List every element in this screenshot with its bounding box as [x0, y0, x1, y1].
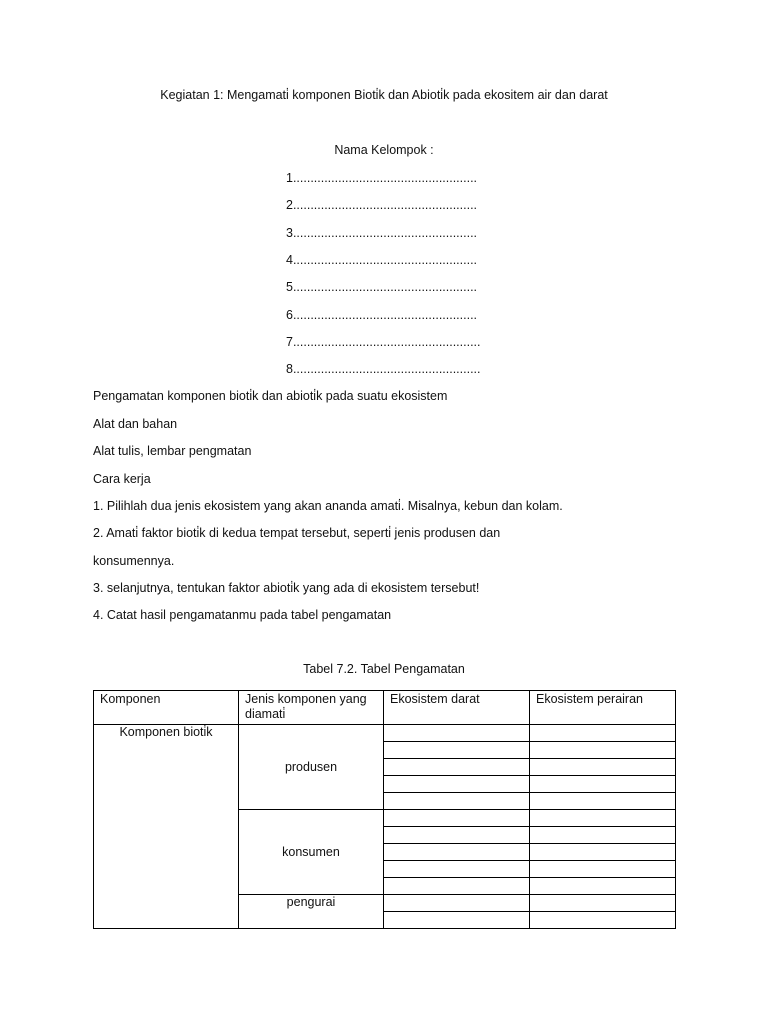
- perairan-input-cell[interactable]: [530, 912, 676, 929]
- table-row: [94, 725, 676, 742]
- darat-input-cell[interactable]: [384, 725, 530, 742]
- activity-title: Kegiatan 1: Mengamati̇ komponen Bioti̇k dan Abioti̇k pada ekositem air dan darat: [160, 88, 608, 102]
- observation-table: [93, 690, 676, 929]
- header-komponen: Komponen: [94, 691, 239, 725]
- observation-intro: Pengamatan komponen bioti̇k dan abioti̇k pada suatu ekosistem: [93, 389, 448, 403]
- darat-input-cell[interactable]: [384, 844, 530, 861]
- perairan-input-cell[interactable]: [530, 759, 676, 776]
- perairan-input-cell[interactable]: [530, 878, 676, 895]
- perairan-input-cell[interactable]: [530, 827, 676, 844]
- perairan-input-cell[interactable]: [530, 895, 676, 912]
- member-line-4: 4.....................................................: [286, 253, 478, 267]
- member-line-8: 8......................................................: [286, 362, 481, 376]
- darat-input-cell[interactable]: [384, 793, 530, 810]
- darat-input-cell[interactable]: [384, 861, 530, 878]
- darat-input-cell[interactable]: [384, 759, 530, 776]
- darat-input-cell[interactable]: [384, 776, 530, 793]
- member-line-7: 7......................................................: [286, 335, 481, 349]
- produsen-cell: produsen: [239, 725, 384, 810]
- member-line-6: 6.....................................................: [286, 308, 478, 322]
- header-ekosistem-darat: Ekosistem darat: [384, 691, 530, 725]
- procedure-step: 2. Amati̇ faktor bioti̇k di kedua tempat tersebut, seperti̇ jenis produsen dan: [93, 526, 501, 540]
- member-line-1: 1.....................................................: [286, 171, 478, 185]
- darat-input-cell[interactable]: [384, 742, 530, 759]
- darat-input-cell[interactable]: [384, 912, 530, 929]
- perairan-input-cell[interactable]: [530, 742, 676, 759]
- member-line-5: 5.....................................................: [286, 280, 478, 294]
- darat-input-cell[interactable]: [384, 810, 530, 827]
- pengurai-cell: pengurai: [239, 895, 384, 929]
- procedure-step: 4. Catat hasil pengamatanmu pada tabel pengamatan: [93, 608, 392, 622]
- table-header-row: [94, 691, 676, 725]
- perairan-input-cell[interactable]: [530, 861, 676, 878]
- darat-input-cell[interactable]: [384, 827, 530, 844]
- component-biotik-cell: Komponen bioti̇k: [94, 725, 239, 929]
- header-ekosistem-perairan: Ekosistem perairan: [530, 691, 676, 725]
- header-jenis-komponen: Jenis komponen yang diamati̇: [239, 691, 384, 725]
- member-line-2: 2.....................................................: [286, 198, 478, 212]
- darat-input-cell[interactable]: [384, 878, 530, 895]
- procedure-step: 3. selanjutnya, tentukan faktor abioti̇k yang ada di ekosistem tersebut!: [93, 581, 480, 595]
- konsumen-cell: konsumen: [239, 810, 384, 895]
- perairan-input-cell[interactable]: [530, 725, 676, 742]
- procedure-step: konsumennya.: [93, 554, 175, 568]
- perairan-input-cell[interactable]: [530, 793, 676, 810]
- table-caption: Tabel 7.2. Tabel Pengamatan: [303, 662, 465, 676]
- procedure-heading: Cara kerja: [93, 472, 151, 486]
- perairan-input-cell[interactable]: [530, 810, 676, 827]
- perairan-input-cell[interactable]: [530, 844, 676, 861]
- member-line-3: 3.....................................................: [286, 226, 478, 240]
- tools-text: Alat tulis, lembar pengmatan: [93, 444, 252, 458]
- procedure-step: 1. Pilihlah dua jenis ekosistem yang akan ananda amati̇. Misalnya, kebun dan kolam.: [93, 499, 563, 513]
- tools-heading: Alat dan bahan: [93, 417, 178, 431]
- darat-input-cell[interactable]: [384, 895, 530, 912]
- perairan-input-cell[interactable]: [530, 776, 676, 793]
- group-name-heading: Nama Kelompok :: [334, 143, 434, 157]
